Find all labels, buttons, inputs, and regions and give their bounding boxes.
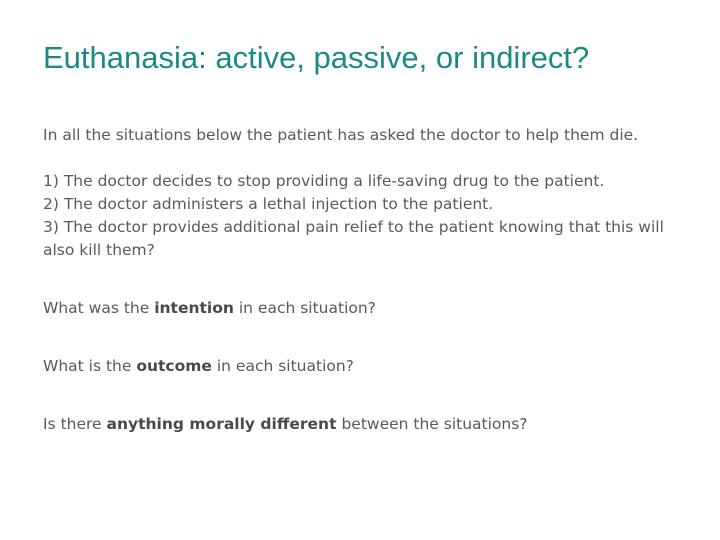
- situation-2: 2) The doctor administers a lethal injection to the patient.: [43, 195, 494, 213]
- slide-title: Euthanasia: active, passive, or indirect?: [43, 40, 590, 75]
- situation-3: 3) The doctor provides additional pain relief to the patient knowing that this will also kill them?: [43, 218, 664, 259]
- question-intention-after: in each situation?: [233, 299, 376, 317]
- question-moral-after: between the situations?: [336, 415, 528, 433]
- question-moral-difference: [43, 413, 683, 436]
- question-moral-emphasis: anything morally different: [106, 415, 337, 433]
- question-moral-before: Is there: [43, 415, 107, 433]
- question-outcome-after: in each situation?: [211, 357, 354, 375]
- question-outcome-before: What is the: [43, 357, 137, 375]
- question-intention: [43, 297, 683, 320]
- slide-body: [43, 124, 683, 436]
- intro-text: In all the situations below the patient has asked the doctor to help them die.: [43, 126, 639, 144]
- question-intention-emphasis: intention: [154, 299, 234, 317]
- question-outcome: [43, 355, 683, 378]
- situation-1: 1) The doctor decides to stop providing a life-saving drug to the patient.: [43, 172, 605, 190]
- question-outcome-emphasis: outcome: [136, 357, 212, 375]
- question-intention-before: What was the: [43, 299, 155, 317]
